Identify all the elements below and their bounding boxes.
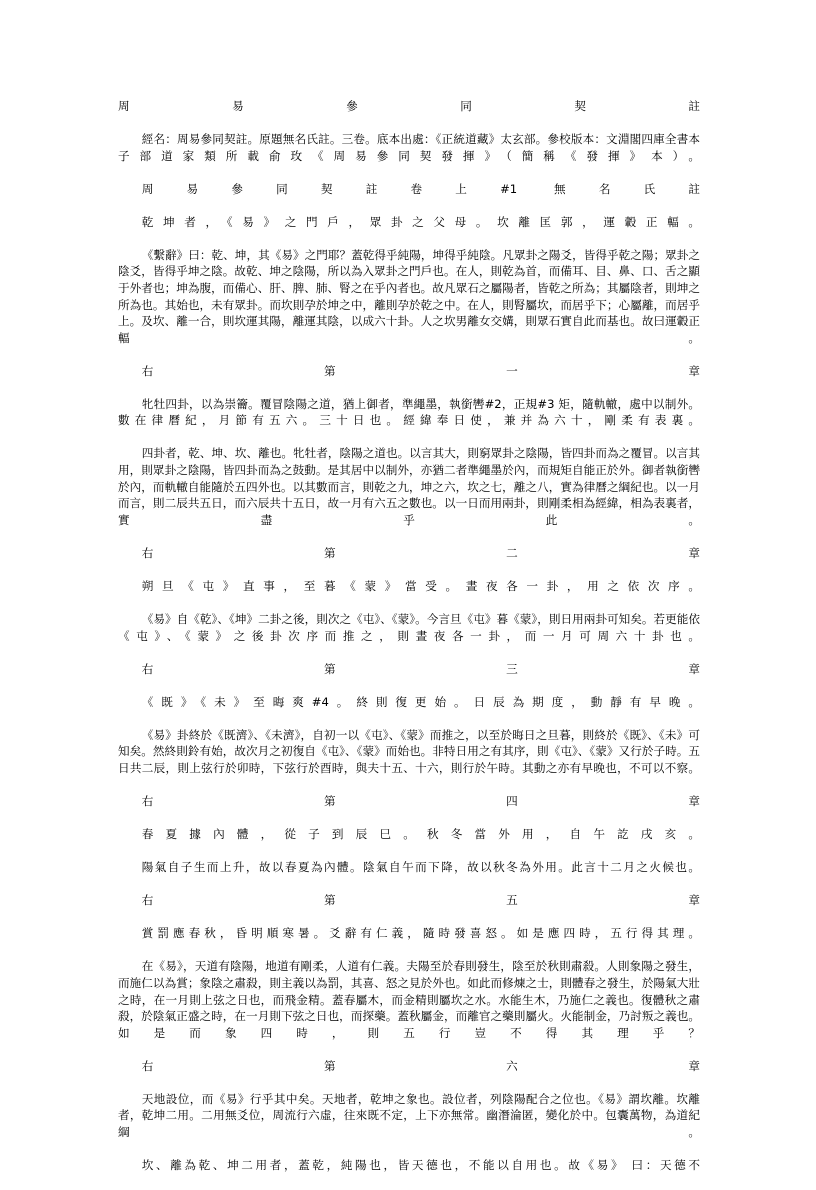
commentary-1: 《繫辭》曰：乾、坤，其《易》之門耶？蓋乾得乎純陽，坤得乎純陰。凡眾卦之陽爻，皆得乎乾之陽；眾卦之陰爻，皆得乎坤之陰。故乾、坤之陰陽，所以為入眾卦之門戶也。在人，則乾為首，而備耳、目、鼻、口、舌之顯于外者也；坤為腹，而備心、肝、脾、肺、腎之在乎內者也。故凡眾石之屬陽者，皆乾之所為；其屬陰者，則坤之所為也。其始也，未有眾卦。而坎則孕於坤之中，離則孕於乾之中。在人，則腎屬坎，而居乎下；心屬離，而居乎上。及坎、離一合，則坎運其陽，離運其陰，以成六十卦。人之坎男離女交媾，則眾石實自此而基也。故曰運轂正輻。 [118,247,700,345]
chapter-4-marker: 右第四章 [141,793,700,808]
commentary-5: 陽氣自子生而上升，故以春夏為內體。陰氣自午而下降，故以秋冬為外用。此言十二月之火候也。 [141,860,700,875]
bibliographic-note: 經名：周易參同契註。原題無名氏註。三卷。底本出處：《正統道藏》太玄部。參校版本：文淵閣四庫全書本子部道家類所載俞玫《周易參同契發揮》（簡稱《發揮》本）。 [118,132,700,163]
document-title: 周易參同契註 [118,99,700,113]
verse-5: 春夏據內體，從子到辰巳。秋冬當外用，自午訖戌亥。 [141,827,700,842]
commentary-2: 四卦者，乾、坤、坎、離也。牝牡者，陰陽之道也。以言其大，則窮眾卦之陰陽，皆四卦而為之覆冒。以言其用，則眾卦之陰陽，皆四卦而為之鼓動。是其居中以制外，亦猶二者準繩墨於內，而規矩自能正於外。御者執銜轡於內，而軌轍自能隨於五四外也。以其數而言，則乾之九，坤之六，坎之七，離之八，實為律曆之綱紀也。以一月而言，則二辰共五日，而六辰共十五日，故一月有六五之數也。以一日而用兩卦，則剛柔相為經緯，相為表裏者，實盡乎此。 [118,446,700,527]
chapter-3-marker: 右第三章 [141,661,700,676]
document-text-block [118,98,700,1190]
chapter-1-marker: 右第一章 [141,363,700,378]
verse-7: 天地設位，而《易》行乎其中矣。天地者，乾坤之象也。設位者，列陰陽配合之位也。《易》謂坎離。坎離者，乾坤二用。二用無爻位，周流行六虛，往來既不定，上下亦無常。幽潛淪匿，變化於中。包囊萬物，為道紀綱。 [118,1091,700,1139]
commentary-6: 在《易》，天道有陰陽，地道有剛柔，人道有仁義。夫陽至於春則發生，陰至於秋則肅殺。人則象陽之發生，而施仁以為賞；象陰之肅殺，則主義以為罰，其喜、怒之見於外也。如此而修煉之士，則體春之發生，於陽氣大壯之時，在一月則上弦之日也，而飛金精。蓋春屬木，而金精則屬坎之水。水能生木，乃施仁之義也。復體秋之肅殺，於陰氣正盛之時，在一月則下弦之日也，而探藥。蓋秋屬金，而離官之藥則屬火。火能制金，乃討叛之義也。如是而象四時，則五行豈不得其理乎？ [118,959,700,1040]
verse-2: 牝牡四卦，以為崇籥。覆冒陰陽之道，猶上御者，準繩墨，執銜轡#2，正規#3 矩，隨軌轍，處中以制外。數在律曆紀，月節有五六。三十日也。經緯奉日使，兼并為六十，剛柔有表裏。 [118,396,700,428]
commentary-3: 《易》自《乾》、《坤》二卦之後，則次之《屯》、《蒙》。今言旦《屯》暮《蒙》，則日用兩卦可知矣。若更能依《屯》、《蒙》之後卦次序而推之，則晝夜各一卦，而一月可周六十卦也。 [118,611,700,643]
verse-4: 《既》《未》至晦爽#4。終則復更始。日辰為期度，動靜有早晚。 [141,694,700,709]
commentary-4: 《易》卦終於《既濟》、《未濟》，自初一以《屯》、《蒙》而推之，以至於晦日之旦暮，則終於《既》、《未》可知矣。然終則鈴有始，故次月之初復自《屯》、《蒙》而始也。非特日用之有其序，則《屯》、《蒙》又行於子時。五日共二辰，則上弦行於卯時，下弦行於酉時，與夫十五、十六，則行於午時。其動之亦有早晚也，不可以不察。 [118,727,700,775]
chapter-5-marker: 右第五章 [141,893,700,908]
verse-6: 賞罰應春秋，昏明順寒暑。爻辭有仁義，隨時發喜怒。如是應四時，五行得其理。 [141,926,700,941]
chapter-6-marker: 右第六章 [141,1058,700,1073]
commentary-7: 坎、離為乾、坤二用者，蓋乾，純陽也，皆天德也，不能以自用也。故《易》 曰：天德不 [141,1158,700,1172]
verse-1: 乾坤者，《易》之門戶，眾卦之父母。坎離匡郭，運轂正輻。 [141,214,700,229]
volume-heading: 周易參同契註卷上#1 無名氏註 [141,181,700,196]
verse-3: 朔旦《屯》直事，至暮《蒙》當受。晝夜各一卦，用之依次序。 [141,578,700,593]
chapter-2-marker: 右第二章 [141,545,700,560]
